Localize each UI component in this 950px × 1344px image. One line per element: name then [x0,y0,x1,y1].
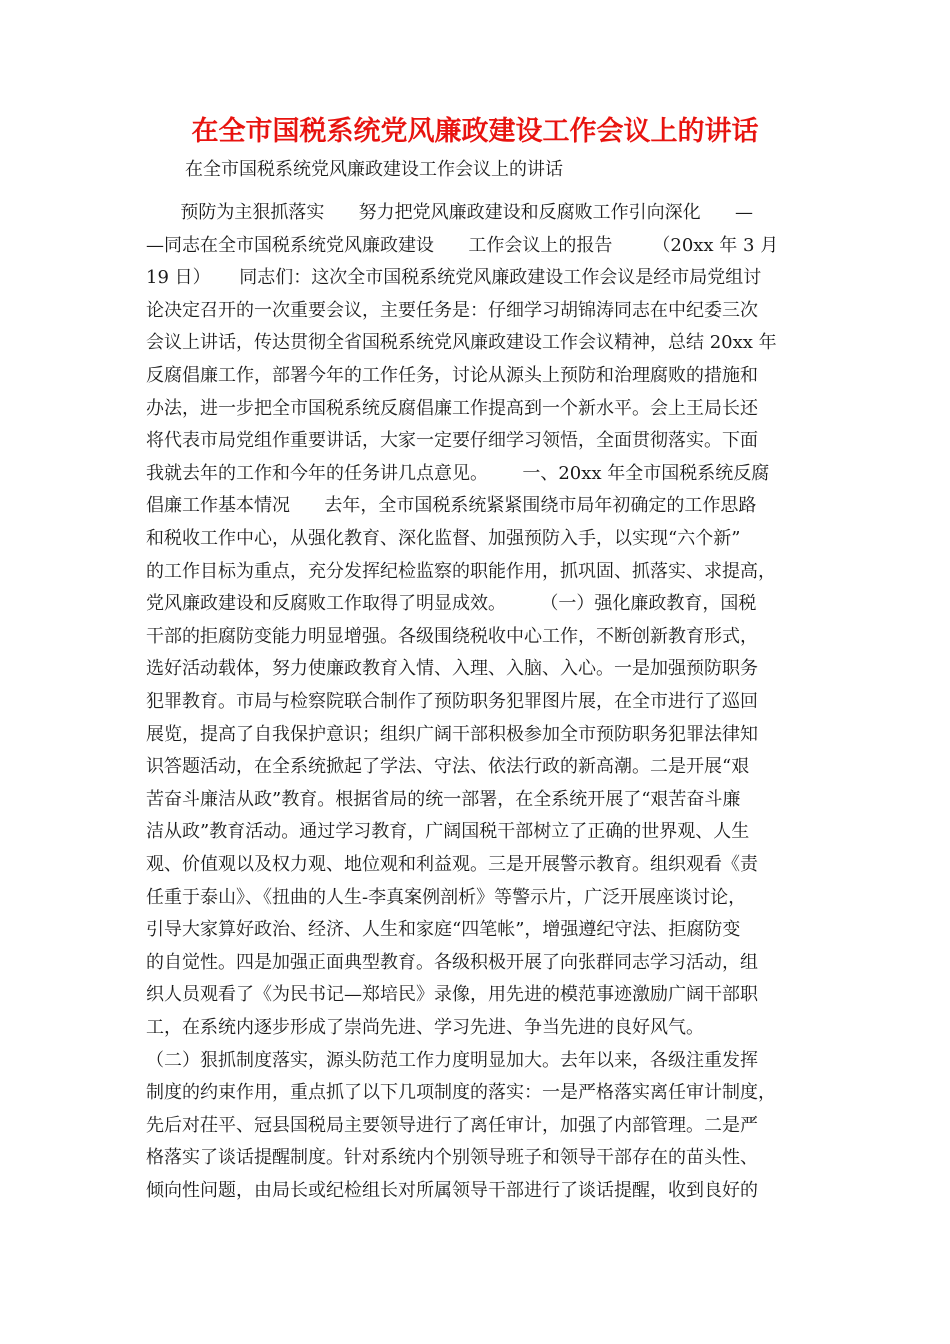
body-text-line: 论决定召开的一次重要会议，主要任务是：仔细学习胡锦涛同志在中纪委三次 [146,299,758,321]
body-text-line: 19 日） 同志们：这次全市国税系统党风廉政建设工作会议是经市局党组讨 [146,267,762,289]
body-text-line: 识答题活动，在全系统掀起了学法、守法、依法行政的新高潮。二是开展“艰 [146,756,750,778]
body-text-line: 办法，进一步把全市国税系统反腐倡廉工作提高到一个新水平。会上王局长还 [146,397,758,419]
body-text-line: 我就去年的工作和今年的任务讲几点意见。 一、20xx 年全市国税系统反腐 [146,462,770,484]
body-text-line: 预防为主狠抓落实 努力把党风廉政建设和反腐败工作引向深化 — [146,202,753,223]
body-text-line: 的自觉性。四是加强正面典型教育。各级积极开展了向张群同志学习活动，组 [146,951,758,973]
body-text-line: 任重于泰山》、《扭曲的人生-李真案例剖析》等警示片，广泛开展座谈讨论， [146,886,747,908]
body-text-line: 倡廉工作基本情况 去年，全市国税系统紧紧围绕市局年初确定的工作思路 [146,495,757,517]
body-text-line: 先后对茌平、冠县国税局主要领导进行了离任审计，加强了内部管理。二是严 [146,1114,758,1136]
body-text-line: 展览，提高了自我保护意识；组织广阔干部积极参加全市预防职务犯罪法律知 [146,723,758,745]
body-text-line: 干部的拒腐防变能力明显增强。各级围绕税收中心工作，不断创新教育形式， [146,625,758,647]
body-text-line: 引导大家算好政治、经济、人生和家庭“四笔帐”，增强遵纪守法、拒腐防变 [146,919,741,941]
body-text-line: 织人员观看了《为民书记—郑培民》录像，用先进的模范事迹激励广阔干部职 [146,984,758,1006]
body-text-line: 党风廉政建设和反腐败工作取得了明显成效。 （一）强化廉政教育，国税 [146,593,757,615]
body-text-line: （二）狠抓制度落实，源头防范工作力度明显加大。去年以来，各级注重发挥 [146,1049,758,1071]
body-text-line: 和税收工作中心，从强化教育、深化监督、加强预防入手，以实现“六个新” [146,528,741,549]
body-text-line: 苦奋斗廉洁从政”教育。根据省局的统一部署，在全系统开展了“艰苦奋斗廉 [146,788,741,810]
body-text-line: 会议上讲话，传达贯彻全省国税系统党风廉政建设工作会议精神，总结 20xx 年 [146,332,777,354]
body-text-line: 格落实了谈话提醒制度。针对系统内个别领导班子和领导干部存在的苗头性、 [146,1147,758,1169]
body-text-line: 犯罪教育。市局与检察院联合制作了预防职务犯罪图片展，在全市进行了巡回 [146,691,758,712]
body-text-line: 观、价值观以及权力观、地位观和利益观。三是开展警示教育。组织观看《责 [146,854,758,875]
body-text-line: 选好活动载体，努力使廉政教育入情、入理、入脑、入心。一是加强预防职务 [146,658,758,680]
body-text-line: 的工作目标为重点，充分发挥纪检监察的职能作用，抓巩固、抓落实、求提高， [146,560,776,582]
body-text-line: 将代表市局党组作重要讲话，大家一定要仔细学习领悟，全面贯彻落实。下面 [146,430,758,452]
body-text-line: 倾向性问题，由局长或纪检组长对所属领导干部进行了谈话提醒，收到良好的 [146,1180,758,1201]
body-text-line: 制度的约束作用，重点抓了以下几项制度的落实：一是严格落实离任审计制度， [146,1082,776,1104]
document-title: 在全市国税系统党风廉政建设工作会议上的讲话 [191,116,759,147]
body-text-line: 工，在系统内逐步形成了崇尚先进、学习先进、争当先进的良好风气。 [146,1017,704,1038]
body-text-line: 洁从政”教育活动。通过学习教育，广阔国税干部树立了正确的世界观、人生 [146,821,750,843]
document-subtitle: 在全市国税系统党风廉政建设工作会议上的讲话 [185,159,563,180]
body-text-line: 反腐倡廉工作，部署今年的工作任务，讨论从源头上预防和治理腐败的措施和 [146,365,758,386]
body-text-line: —同志在全市国税系统党风廉政建设 工作会议上的报告 （20xx 年 3 月 [146,234,779,256]
